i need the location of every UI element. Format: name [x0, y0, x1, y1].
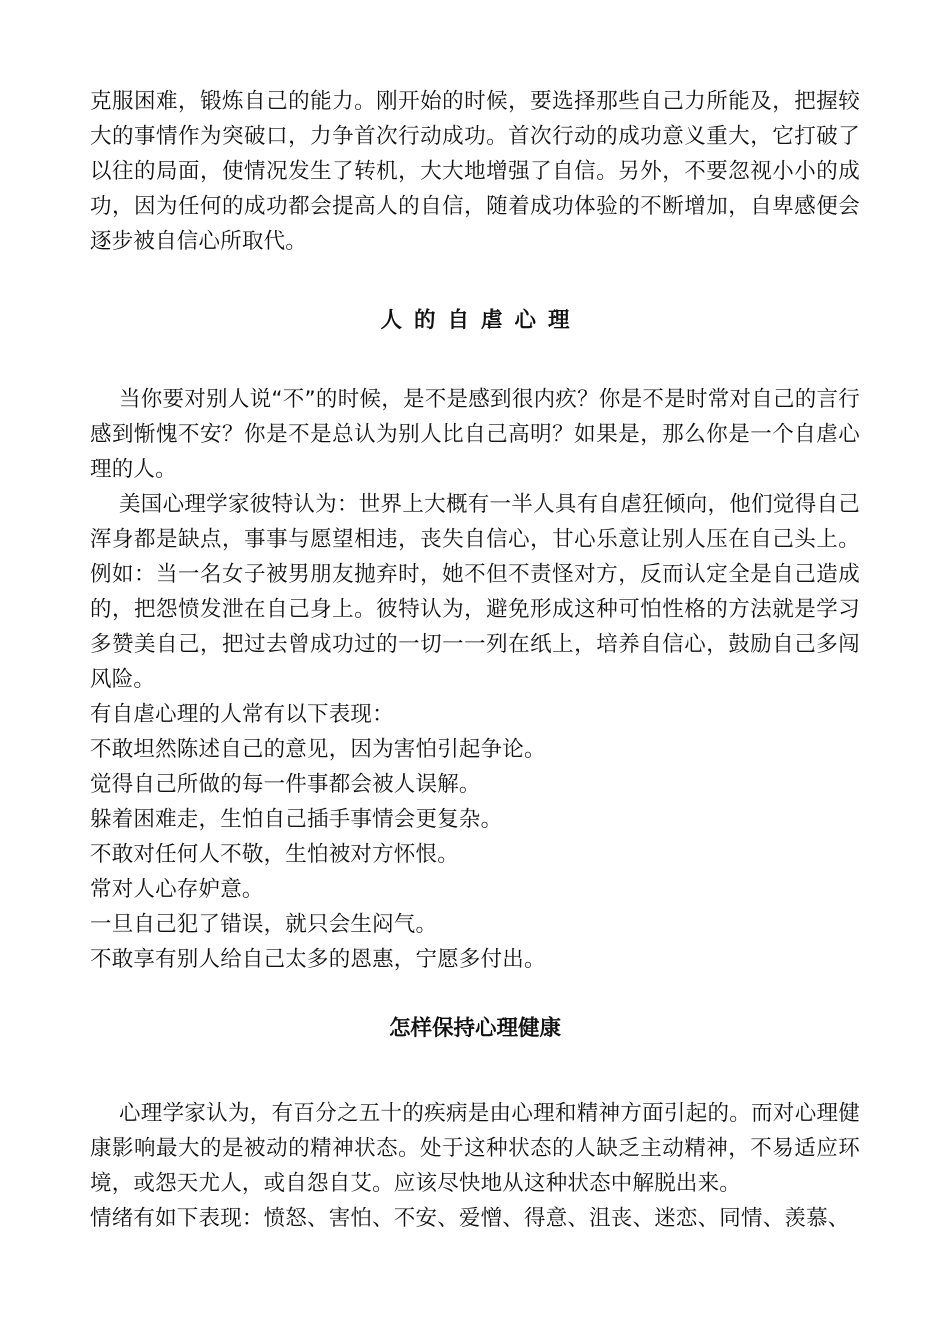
list-item: 不敢享有别人给自己太多的恩惠，宁愿多付出。 — [90, 947, 546, 972]
self-abuse-paragraph-1: 当你要对别人说“不”的时候，是不是感到很内疚？你是不是时常对自己的言行感到惭愧不安？你是不是总认为别人比自己高明？如果是，那么你是一个自虐心理的人。 — [90, 387, 860, 482]
list-item: 躲着困难走，生怕自己插手事情会更复杂。 — [90, 807, 503, 832]
section-title-self-abuse: 人的自虐心理 — [380, 308, 582, 333]
list-intro: 有自虐心理的人常有以下表现： — [90, 702, 394, 727]
emotions-line: 情绪有如下表现：愤怒、害怕、不安、爱憎、得意、沮丧、迷恋、同情、羡慕、 — [90, 1206, 850, 1231]
list-item: 觉得自己所做的每一件事都会被人误解。 — [90, 772, 481, 797]
section-title-mental-health: 怎样保持心理健康 — [388, 1016, 561, 1041]
intro-paragraph: 克服困难，锻炼自己的能力。刚开始的时候，要选择那些自己力所能及，把握较大的事情作为突破口，力争首次行动成功。首次行动的成功意义重大，它打破了以往的局面，使情况发生了转机，大大地增强了自信。另外，不要忽视小小的成功，因为任何的成功都会提高人的自信，随着成功体验的不断增加，自卑感便会逐步被自信心所取代。 — [90, 89, 860, 254]
self-abuse-paragraph-2: 美国心理学家彼特认为：世界上大概有一半人具有自虐狂倾向，他们觉得自己浑身都是缺点，事事与愿望相违，丧失自信心，甘心乐意让别人压在自己头上。例如：当一名女子被男朋友抛弃时，她不但不责怪对方，反而认定全是自己造成的，把怨愤发泄在自己身上。彼特认为，避免形成这种可怕性格的方法就是学习多赞美自己，把过去曾成功过的一切一一列在纸上，培养自信心，鼓励自己多闯风险。 — [90, 492, 860, 692]
list-item: 常对人心存妒意。 — [90, 877, 264, 902]
list-item: 不敢坦然陈述自己的意见，因为害怕引起争论。 — [90, 737, 546, 762]
list-item: 不敢对任何人不敬，生怕被对方怀恨。 — [90, 842, 459, 867]
mental-health-paragraph: 心理学家认为，有百分之五十的疾病是由心理和精神方面引起的。而对心理健康影响最大的是被动的精神状态。处于这种状态的人缺乏主动精神，不易适应环境，或怨天尤人，或自怨自艾。应该尽快地从这种状态中解脱出来。 — [90, 1101, 860, 1196]
list-item: 一旦自己犯了错误，就只会生闷气。 — [90, 912, 438, 937]
document-page — [90, 84, 860, 1236]
